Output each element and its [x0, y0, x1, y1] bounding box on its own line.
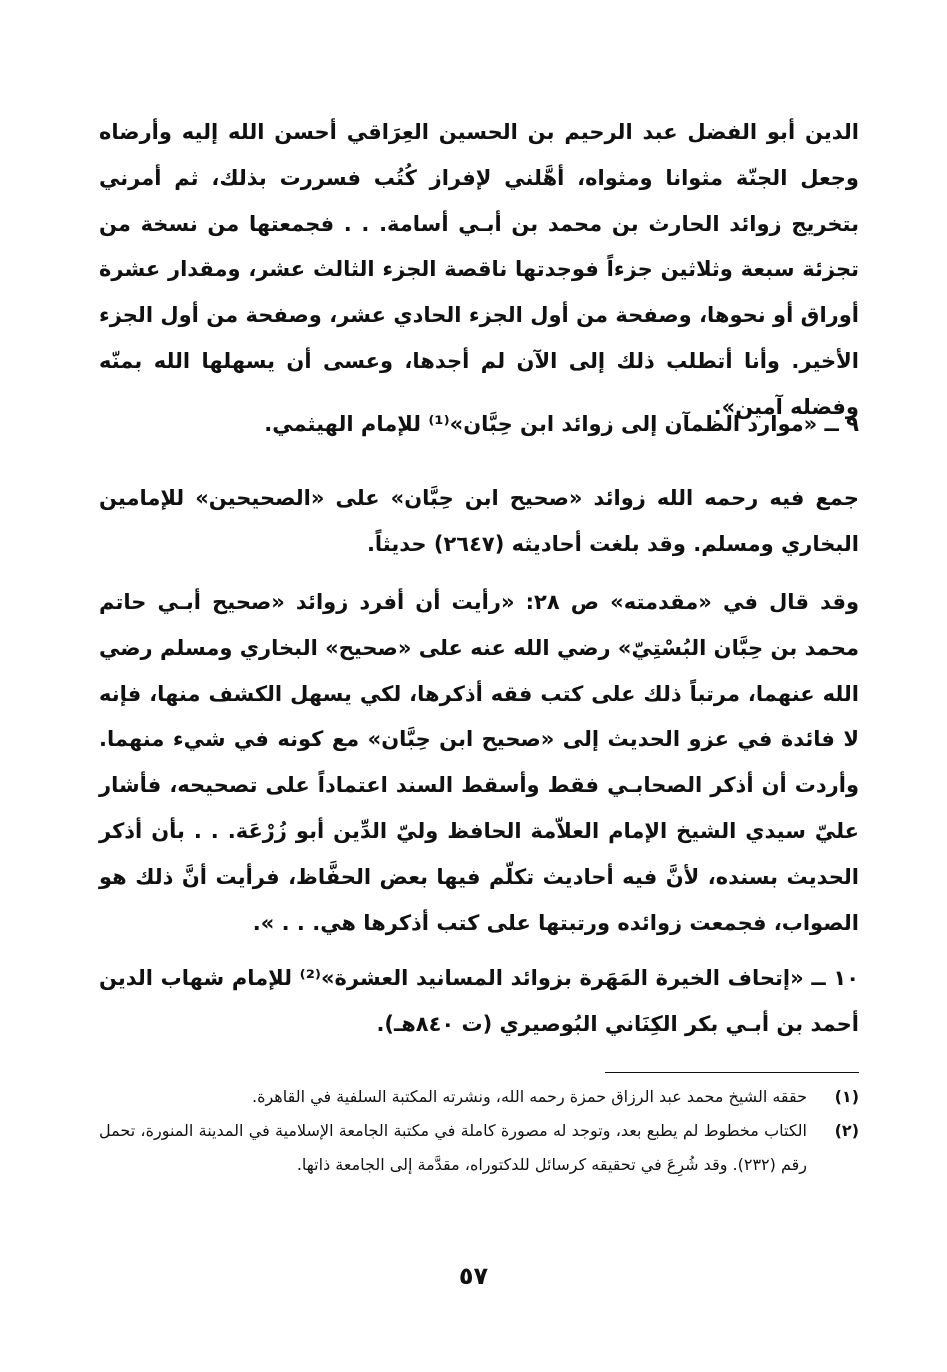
- footnote-text: حققه الشيخ محمد عبد الرزاق حمزة رحمه الله، ونشرته المكتبة السلفية في القاهرة.: [252, 1087, 807, 1106]
- footnote-number: (٢): [834, 1121, 859, 1140]
- footnote-item: [99, 1080, 859, 1114]
- footnote-item: [99, 1114, 859, 1182]
- footnote-number: (١): [834, 1087, 859, 1106]
- footnote-text: الكتاب مخطوط لم يطبع بعد، وتوجد له مصورة كاملة في مكتبة الجامعة الإسلامية في المدينة المنورة، تحمل رقم (٢٣٢). وقد شُرِعَ في تحقيقه كرسائل للدكتوراه، مقدَّمة إلى الجامعة ذاتها.: [99, 1121, 807, 1174]
- paragraph-quote-continuation: الدين أبو الفضل عبد الرحيم بن الحسين العِرَاقي أحسن الله إليه وأرضاه وجعل الجنّة مثوانا ومثواه، أهَّلني لإفراز كُتُب فسررت بذلك، ثم أمرني بتخريج زوائد الحارث بن محمد بن أبـي أسامة. . . فجمعتها من نسخة من تجزئة سبعة وثلاثين جزءاً فوجدتها ناقصة الجزء الثالث عشر، ومقدار عشرة أوراق أو نحوها، وصفحة من أول الجزء الحادي عشر، وصفحة من أول الجزء الأخير. وأنا أتطلب ذلك إلى الآن لم أجدها، وعسى أن يسهلها الله بمنّه وفضله آمين».: [99, 120, 859, 419]
- page-number: ٥٧: [458, 1262, 489, 1290]
- footnotes-list: [99, 1080, 859, 1182]
- paragraph-sahih-description: جمع فيه رحمه الله زوائد «صحيح ابن حِبَّان» على «الصحيحين» للإمامين البخاري ومسلم. وقد بلغت أحاديثه (٢٦٤٧) حديثاً.: [99, 486, 859, 556]
- footnote-divider: [605, 1072, 859, 1073]
- paragraph-muqaddima-quote: وقد قال في «مقدمته» ص ٢٨: «رأيت أن أفرد زوائد «صحيح أبـي حاتم محمد بن حِبَّان البُسْتِيّ» رضي الله عنه على «صحيح» البخاري ومسلم رضي الله عنهما، مرتباً ذلك على كتب فقه أذكرها، لكي يسهل الكشف منها، فإنه لا فائدة في عزو الحديث إلى «صحيح ابن حِبَّان» مع كونه في شيء منهما. وأردت أن أذكر الصحابـي فقط وأسقط السند اعتماداً على تصحيحه، فأشار عليّ سيدي الشيخ الإمام العلاّمة الحافظ وليّ الدِّين أبو زُرْعَة. . . بأن أذكر الحديث بسنده، لأنَّ فيه أحاديث تكلّم فيها بعض الحفَّاظ، فرأيت أنَّ ذلك هو الصواب، فجمعت زوائده ورتبتها على كتب أذكرها هي. . . ».: [99, 590, 859, 935]
- item-heading-10: ١٠ ــ «إتحاف الخيرة المَهَرة بزوائد المسانيد العشرة»⁽²⁾ للإمام شهاب الدين أحمد بن أبـي بكر الكِنَاني البُوصيري (ت ٨٤٠هـ).: [99, 966, 860, 1036]
- item-heading-9: ٩ ــ «موارد الظمآن إلى زوائد ابن حِبَّان»⁽¹⁾ للإمام الهيثمي.: [264, 412, 859, 436]
